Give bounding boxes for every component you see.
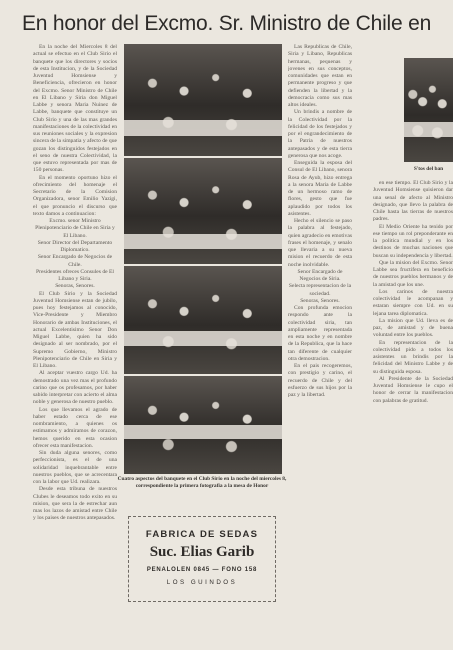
paragraph: Los carinos de nuestra colectividad le acompanan y estaran siempre con Ud. en su lejana tarea diplomatica.: [373, 288, 453, 317]
paragraph: en ese tiempo. El Club Sirio y la Juventud Homsiense quisieron dar una senal de afecto al Ministro designado, que llevo la palabra de Chile hasta las tierras de nuestros padres.: [373, 180, 453, 223]
paragraph: Al aceptar vuestro cargo Ud. ha demostrado una vez mas el profundo carino que os profesamos, por haber sabido interpretar con acierto el alma noble y generosa de nuestro pueblo.: [33, 370, 117, 406]
banquet-photo-hall: [124, 266, 282, 374]
paragraph: Excmo. senor Ministro Plenipotenciario de Chile en Siria y El Libano.: [35, 218, 115, 239]
photo-caption-right: S'tos del ban: [413, 166, 444, 172]
paragraph: Selecta representacion de la sociedad.: [288, 283, 352, 297]
article-column-3: [373, 180, 453, 640]
paragraph: Enseguida la esposa del Consul de El Libano, senora Rosa de Ayub, hizo entrega a la senora Maria de Labbe de un hermoso ramo de flores, gesto que fue aplaudido por todos los asistentes.: [288, 160, 352, 217]
article-column-1: [33, 44, 117, 636]
paragraph: El Medio Oriente ha tenido por ese tiempo un rol preponderante en la politica mundial y en los destinos de muchas naciones que buscan su independencia y libertad.: [373, 223, 453, 259]
paragraph: En representacion de la colectividad pido a todos los asistentes un brindis por la felicidad del Ministro Labbe y de su distinguida esposa.: [373, 339, 453, 375]
paragraph: Los que llevamos el agrado de haber estado cerca de ese nombramiento, a quienes os estimamos y admiramos de corazon, hemos querido en esta ocasion ofrecer esta manifestacion.: [33, 406, 117, 449]
ad-location: LOS GUINDOS: [166, 579, 238, 586]
paragraph: El Club Sirio y la Sociedad Juventud Homsiense estan de jubilo, pues hoy festejamos al conocido, Vice-Presidente y Miembro Honorario de ambas Instituciones, el actual Excelentisimo Senor Don Miguel Labbe, quien ha sido designado al ser nombrado, por el Supremo Gobierno, Ministro Plenipotenciario de Chile en Siria y El Libano.: [33, 290, 117, 369]
banquet-photo-crowd: [124, 376, 282, 474]
paragraph: Desde esta tribuna de nuestros Clubes le deseamos todo exito en su mision, que sera la de estrechar aun mas los lazos de amistad entre Chile y los paises de nuestros antepasados.: [33, 486, 117, 522]
photo-caption: Cuatro aspectos del banquete en el Club Sirio en la noche del miercoles 8, correspondiente la primera fotografia a la mesa de Honor: [117, 476, 287, 489]
banquet-photo-guests: [124, 158, 282, 264]
paragraph: Senor Encargado de Negocios de Chile.: [37, 254, 113, 268]
ad-address-phone: PENALOLEN 0845 — FONO 158: [146, 567, 258, 573]
banquet-photo-right: [404, 58, 453, 162]
advertisement-box: [128, 516, 276, 602]
paragraph: Senor Encargado de Negocios de Siria.: [297, 268, 343, 282]
paragraph: Presidentes ofreces Consules de El Libano y Siria.: [36, 268, 114, 282]
banquet-photo-head-table: [124, 44, 282, 156]
paragraph: Con profunda emocion respondo ante la colectividad siria, tan ampliamente representada en esta noche y en nombre de la Republica, que la hace tan diferente de cualquier otra demostracion.: [288, 305, 352, 362]
paragraph: Las Republicas de Chile, Siria y Libano, Republicas hermanas, pequenas y jovenes en sus conceptos, comunidades que estan en permanente progreso y que defienden la libertad y la democracia como sus mas altos ideales.: [288, 44, 352, 108]
paragraph: Hecho el silencio se paso la palabra al festejado, quien agradecio en emotivas frases el homenaje, y senalo que llevaria a su nueva mision el recuerdo de esta noche inolvidable.: [288, 218, 352, 268]
paragraph: Al Presidente de la Sociedad Juventud Homsiense le cupo el honor de cerrar la manifestacion con palabras de gratitud.: [373, 375, 453, 404]
article-column-2: [288, 44, 352, 640]
page-headline: En honor del Excmo. Sr. Ministro de Chile en: [22, 12, 432, 35]
paragraph: Que la mision del Excmo. Senor Labbe sea fructifera en beneficio de nuestros pueblos hermanos y de la amistad que los une.: [373, 259, 453, 288]
paragraph: En la noche del Miercoles 8 del actual se efectuo en el Club Sirio el banquete que los directores y socios de esta Institucion, y de la Sociedad Juventud Homsiense y Beneficiencia, ofrecieron en honor del Excmo. Senor Ministro de Chile en El Libano y Siria don Miguel Labbe y senora Maria Nuinez de Labbe, banquete que constituye un Club Sirio y una de las mas grandes manifestaciones de la colectividad en sus reuniones sociales y la expresion sincera de la simpatia y afecto de que gozan los distinguidos festejados en el seno de nuestra Colectividad, la que estuvo representada por mas de 150 personas.: [33, 44, 117, 174]
paragraph: Un brindis a nombre de la Colectividad por la felicidad de los festejados y por el engrandecimiento de la Patria de nuestros antepasados y de esta tierra generosa que nos acoge.: [288, 109, 352, 159]
paragraph: En el pais recogeremos, con prestigio y carino, el recuerdo de Chile y del esfuerzo de sus hijos por la paz y la libertad.: [288, 363, 352, 398]
ad-company-name: Suc. Elias Garib: [149, 544, 255, 560]
paragraph: En el momento oportuno hizo el ofrecimiento del homenaje el Secretario de la Comision Organizadora, senor Emilio Yazigi, el que pronuncio el discurso que texto damos a continuacion:: [33, 174, 117, 217]
ad-line-1: FABRICA DE SEDAS: [145, 529, 259, 540]
paragraph: La mision que Ud. lleva es de paz, de amistad y de buena voluntad entre los pueblos.: [373, 317, 453, 339]
paragraph: Senoras, Senores.: [300, 297, 340, 304]
paragraph: Senor Director del Departamento Diplomatico.: [37, 239, 113, 253]
paragraph: Sin duda alguna senores, como perfeccionista, es el de una solidaridad inquebrantable entre nuestros pueblos, que se acrecentara con la labor que Ud. realizara.: [33, 450, 117, 485]
paragraph: Senoras, Senores.: [55, 283, 95, 290]
